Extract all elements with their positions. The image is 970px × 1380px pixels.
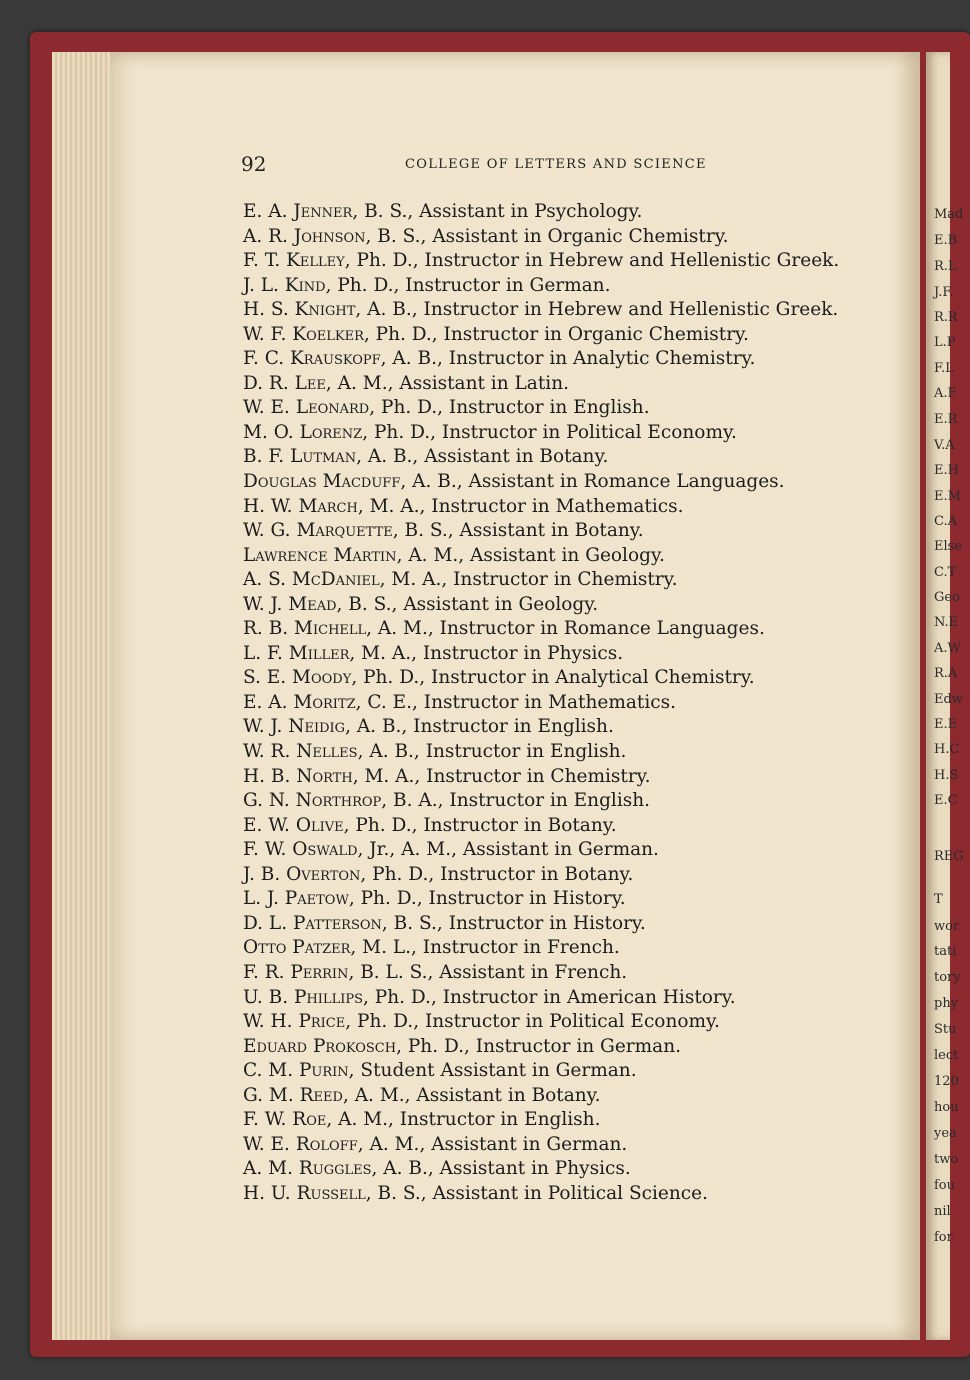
entry-surname: Roe — [292, 1109, 327, 1131]
opposite-page-fragment: tory — [934, 970, 961, 985]
entry-details: , B. S., Assistant in Organic Chemistry. — [365, 225, 729, 247]
staff-entry — [243, 1084, 893, 1109]
entry-initials: E. A. — [243, 691, 294, 713]
opposite-page-fragment: T — [934, 892, 943, 907]
entry-surname: Reed — [299, 1084, 343, 1106]
opposite-page-fragment: E.R — [934, 412, 958, 427]
entry-initials: J. B. — [243, 863, 287, 885]
entry-surname: Lutman — [290, 446, 357, 468]
entry-initials: A. S. — [243, 569, 292, 591]
staff-entry — [243, 961, 893, 986]
opposite-page-fragment: Stu — [934, 1022, 957, 1037]
entry-surname: Paetow — [284, 888, 349, 910]
entry-initials: G. M. — [243, 1084, 300, 1106]
entry-surname: Marquette — [296, 520, 393, 542]
entry-details: , Ph. D., Instructor in German. — [325, 274, 611, 296]
entry-initials: R. B. — [243, 618, 295, 640]
entry-initials: W. G. — [243, 520, 297, 542]
entry-initials: E. A. — [243, 201, 294, 222]
entry-initials: M. O. — [243, 421, 300, 443]
staff-entry — [243, 544, 893, 569]
entry-details: , A. M., Assistant in Geology. — [396, 544, 665, 566]
entry-surname: Russell — [296, 1182, 366, 1204]
entry-initials: F. W. — [243, 839, 293, 861]
entry-initials: D. L. — [243, 912, 293, 934]
entry-details: , A. M., Assistant in Botany. — [342, 1084, 601, 1106]
entry-details: , B. S., Assistant in Botany. — [392, 520, 644, 542]
staff-entry — [243, 1010, 893, 1035]
entry-initials: W. F. — [243, 323, 293, 345]
opposite-page-fragment: H.C — [934, 742, 960, 757]
opposite-page-fragment: hou — [934, 1100, 959, 1115]
staff-entry — [243, 225, 893, 250]
staff-entry — [243, 1133, 893, 1158]
entry-initials: W. J. — [243, 593, 289, 615]
opposite-page-fragment: fou — [934, 1178, 956, 1193]
opposite-page-fragment: E.E — [934, 717, 958, 732]
entry-details: , B. S., Instructor in History. — [381, 912, 646, 934]
entry-surname: Jenner — [293, 201, 353, 222]
entry-initials: D. R. — [243, 372, 295, 394]
opposite-page-fragment: Mad — [934, 207, 964, 222]
staff-entry — [243, 298, 893, 323]
opposite-page-fragment: N.E — [934, 615, 959, 630]
entry-initials: W. J. — [243, 716, 289, 738]
entry-surname: Overton — [286, 863, 361, 885]
entry-surname: Eduard Prokosch — [243, 1035, 397, 1057]
entry-surname: Douglas Macduff — [243, 471, 401, 493]
staff-entry — [243, 691, 893, 716]
staff-entry — [243, 912, 893, 937]
entry-surname: Otto Patzer — [243, 937, 351, 959]
entry-details: , Ph. D., Instructor in History. — [348, 888, 626, 910]
staff-entry — [243, 1182, 893, 1207]
entry-surname: Michell — [294, 618, 367, 640]
entry-initials: W. E. — [243, 397, 296, 419]
entry-surname: Perrin — [290, 961, 349, 983]
opposite-page-fragment: for — [934, 1230, 953, 1245]
entry-details: , A. M., Instructor in English. — [326, 1109, 601, 1131]
entry-surname: Kelley — [286, 250, 345, 272]
opposite-page-fragment: R.R — [934, 310, 958, 325]
entry-details: , B. S., Assistant in Political Science. — [365, 1182, 708, 1204]
entry-surname: Krauskopf — [289, 348, 381, 370]
staff-entry — [243, 200, 893, 225]
entry-details: , Ph. D., Instructor in Hebrew and Hellenistic Greek. — [344, 250, 840, 272]
opposite-page-fragment: E.H — [934, 463, 959, 478]
staff-entry — [243, 519, 893, 544]
entry-details: , A. B., Assistant in Botany. — [356, 446, 609, 468]
opposite-page-fragment: C.A — [934, 514, 958, 529]
entry-surname: Lorenz — [299, 421, 363, 443]
entry-details: , M. A., Instructor in Physics. — [349, 642, 624, 664]
staff-entry — [243, 274, 893, 299]
entry-surname: Moritz — [293, 691, 356, 713]
entry-details: , M. A., Instructor in Chemistry. — [352, 765, 651, 787]
entry-initials: E. W. — [243, 814, 296, 836]
entry-surname: Purin — [298, 1060, 349, 1082]
entry-details: , B. A., Instructor in English. — [381, 790, 651, 812]
entry-details: , A. B., Instructor in English. — [357, 741, 627, 763]
entry-details: , A. M., Instructor in Romance Languages. — [366, 618, 765, 640]
entry-surname: Lee — [294, 372, 326, 394]
staff-entry — [243, 666, 893, 691]
entry-details: , Ph. D., Instructor in English. — [369, 397, 650, 419]
entry-initials: L. F. — [243, 642, 289, 664]
entry-initials: W. H. — [243, 1011, 299, 1033]
staff-entry — [243, 495, 893, 520]
opposite-page-edge — [926, 52, 964, 1340]
entry-surname: Johnson — [293, 225, 366, 247]
entry-details: , A. M., Assistant in Latin. — [325, 372, 569, 394]
entry-surname: Moody — [292, 667, 352, 689]
opposite-page-fragment: REG — [934, 849, 964, 864]
entry-details: , Ph. D., Instructor in Botany. — [343, 814, 617, 836]
entry-initials: H. W. — [243, 495, 299, 517]
entry-details: , A. B., Assistant in Romance Languages. — [400, 471, 785, 493]
staff-entry — [243, 936, 893, 961]
entry-details: , Ph. D., Instructor in Political Economy. — [362, 421, 737, 443]
entry-surname: March — [298, 495, 358, 517]
entry-details: , Ph. D., Instructor in American History. — [363, 986, 736, 1008]
staff-entry — [243, 421, 893, 446]
entry-details: , C. E., Instructor in Mathematics. — [355, 691, 676, 713]
opposite-page-fragment: Edw — [934, 692, 963, 707]
staff-entry — [243, 715, 893, 740]
opposite-page-fragment: R.L — [934, 259, 957, 274]
opposite-page-fragment: wor — [934, 919, 960, 934]
opposite-page-fragment: E.M — [934, 489, 961, 504]
opposite-page-fragment: phy — [934, 996, 959, 1011]
entry-details: , A. M., Assistant in German. — [357, 1133, 628, 1155]
staff-entry — [243, 568, 893, 593]
entry-initials: F. W. — [243, 1109, 293, 1131]
opposite-page-fragment: J.F. — [934, 285, 954, 300]
staff-entry — [243, 838, 893, 863]
entry-surname: Price — [298, 1011, 346, 1033]
entry-initials: A. R. — [243, 225, 294, 247]
entry-initials: S. E. — [243, 667, 293, 689]
entry-surname: Nelles — [296, 741, 358, 763]
staff-entry — [243, 765, 893, 790]
staff-entry — [243, 740, 893, 765]
staff-entry — [243, 814, 893, 839]
entry-details: , Ph. D., Instructor in Botany. — [360, 863, 634, 885]
staff-entry — [243, 347, 893, 372]
staff-entry — [243, 323, 893, 348]
opposite-page-fragment: A.F — [934, 386, 957, 401]
entry-surname: Phillips — [294, 986, 363, 1008]
staff-entry — [243, 1059, 893, 1084]
opposite-page-fragment: E.B — [934, 233, 958, 248]
entry-details: , Ph. D., Instructor in Analytical Chemistry. — [351, 667, 755, 689]
entry-surname: Kind — [284, 274, 326, 296]
staff-entry — [243, 863, 893, 888]
entry-details: , Student Assistant in German. — [348, 1060, 637, 1082]
opposite-page-fragment: L.P — [934, 335, 956, 350]
entry-details: , A. B., Instructor in English. — [345, 716, 614, 738]
entry-initials: W. R. — [243, 741, 297, 763]
entry-surname: Mead — [288, 593, 337, 615]
staff-entry — [243, 986, 893, 1011]
opposite-page-fragment: C.T — [934, 565, 957, 580]
entry-initials: F. C. — [243, 348, 290, 370]
staff-entry — [243, 249, 893, 274]
opposite-page-fragment: Else — [934, 539, 963, 554]
opposite-page-fragment: F.L — [934, 361, 954, 376]
entry-details: , A. B., Instructor in Analytic Chemistry. — [380, 348, 756, 370]
opposite-page-fragment: tati — [934, 944, 957, 959]
entry-initials: B. F. — [243, 446, 291, 468]
staff-entry — [243, 642, 893, 667]
opposite-page-fragment: R.A — [934, 666, 958, 681]
opposite-page-fragment: A.W — [934, 641, 961, 656]
entry-initials: J. L. — [243, 274, 285, 296]
opposite-page-fragment: two — [934, 1152, 959, 1167]
entry-initials: G. N. — [243, 790, 296, 812]
staff-entry — [243, 1157, 893, 1182]
staff-entry — [243, 1035, 893, 1060]
entry-surname: Knight — [294, 299, 356, 321]
opposite-page-fragment: Geo — [934, 590, 960, 605]
entry-initials: W. E. — [243, 1133, 296, 1155]
entry-details: , Ph. D., Instructor in Organic Chemistry. — [363, 323, 749, 345]
entry-details: , Ph. D., Instructor in German. — [396, 1035, 681, 1057]
page-number: 92 — [241, 152, 267, 176]
entry-details: , M. A., Instructor in Chemistry. — [379, 569, 678, 591]
opposite-page-fragment: nil — [934, 1204, 951, 1219]
entry-details: , A. B., Instructor in Hebrew and Hellenistic Greek. — [355, 299, 839, 321]
staff-entry — [243, 789, 893, 814]
entry-details: , Ph. D., Instructor in Political Economy. — [345, 1011, 720, 1033]
staff-entry — [243, 445, 893, 470]
entry-initials: H. S. — [243, 299, 295, 321]
entry-surname: North — [296, 765, 353, 787]
entry-surname: Koelker — [292, 323, 364, 345]
entry-initials: F. T. — [243, 250, 287, 272]
entry-initials: U. B. — [243, 986, 295, 1008]
entry-initials: A. M. — [243, 1158, 299, 1180]
opposite-page-fragment: yea — [934, 1126, 957, 1141]
opposite-page-fragment: V.A — [934, 438, 955, 453]
running-head — [241, 152, 721, 182]
opposite-page-fragment: lect — [934, 1048, 959, 1063]
section-title: COLLEGE OF LETTERS AND SCIENCE — [405, 157, 707, 172]
staff-list — [243, 200, 893, 1206]
staff-entry — [243, 396, 893, 421]
opposite-page-fragment: E.C — [934, 793, 958, 808]
opposite-page-fragment: 120 — [934, 1074, 959, 1089]
entry-details: , A. B., Assistant in Physics. — [371, 1158, 631, 1180]
entry-surname: Miller — [288, 642, 350, 664]
staff-entry — [243, 1108, 893, 1133]
staff-entry — [243, 617, 893, 642]
entry-initials: C. M. — [243, 1060, 299, 1082]
entry-details: , B. S., Assistant in Psychology. — [352, 201, 643, 222]
entry-surname: McDaniel — [291, 569, 380, 591]
entry-details: , M. L., Instructor in French. — [350, 937, 620, 959]
staff-entry — [243, 470, 893, 495]
staff-entry — [243, 887, 893, 912]
entry-surname: Northrop — [295, 790, 382, 812]
staff-entry — [243, 593, 893, 618]
entry-details: , B. L. S., Assistant in French. — [348, 961, 628, 983]
entry-surname: Patterson — [292, 912, 382, 934]
opposite-page-fragment: H.S — [934, 768, 959, 783]
entry-details: , B. S., Assistant in Geology. — [336, 593, 599, 615]
entry-surname: Ruggles — [298, 1158, 372, 1180]
entry-surname: Roloff — [295, 1133, 358, 1155]
entry-initials: H. B. — [243, 765, 297, 787]
entry-details: , M. A., Instructor in Mathematics. — [357, 495, 684, 517]
entry-surname: Leonard — [295, 397, 370, 419]
staff-entry — [243, 372, 893, 397]
entry-surname: Neidig — [288, 716, 346, 738]
entry-initials: H. U. — [243, 1182, 297, 1204]
entry-surname: Lawrence Martin — [243, 544, 397, 566]
entry-initials: F. R. — [243, 961, 291, 983]
entry-initials: L. J. — [243, 888, 285, 910]
entry-surname: Olive — [295, 814, 344, 836]
entry-surname: Oswald — [292, 839, 358, 861]
entry-details: , Jr., A. M., Assistant in German. — [357, 839, 659, 861]
